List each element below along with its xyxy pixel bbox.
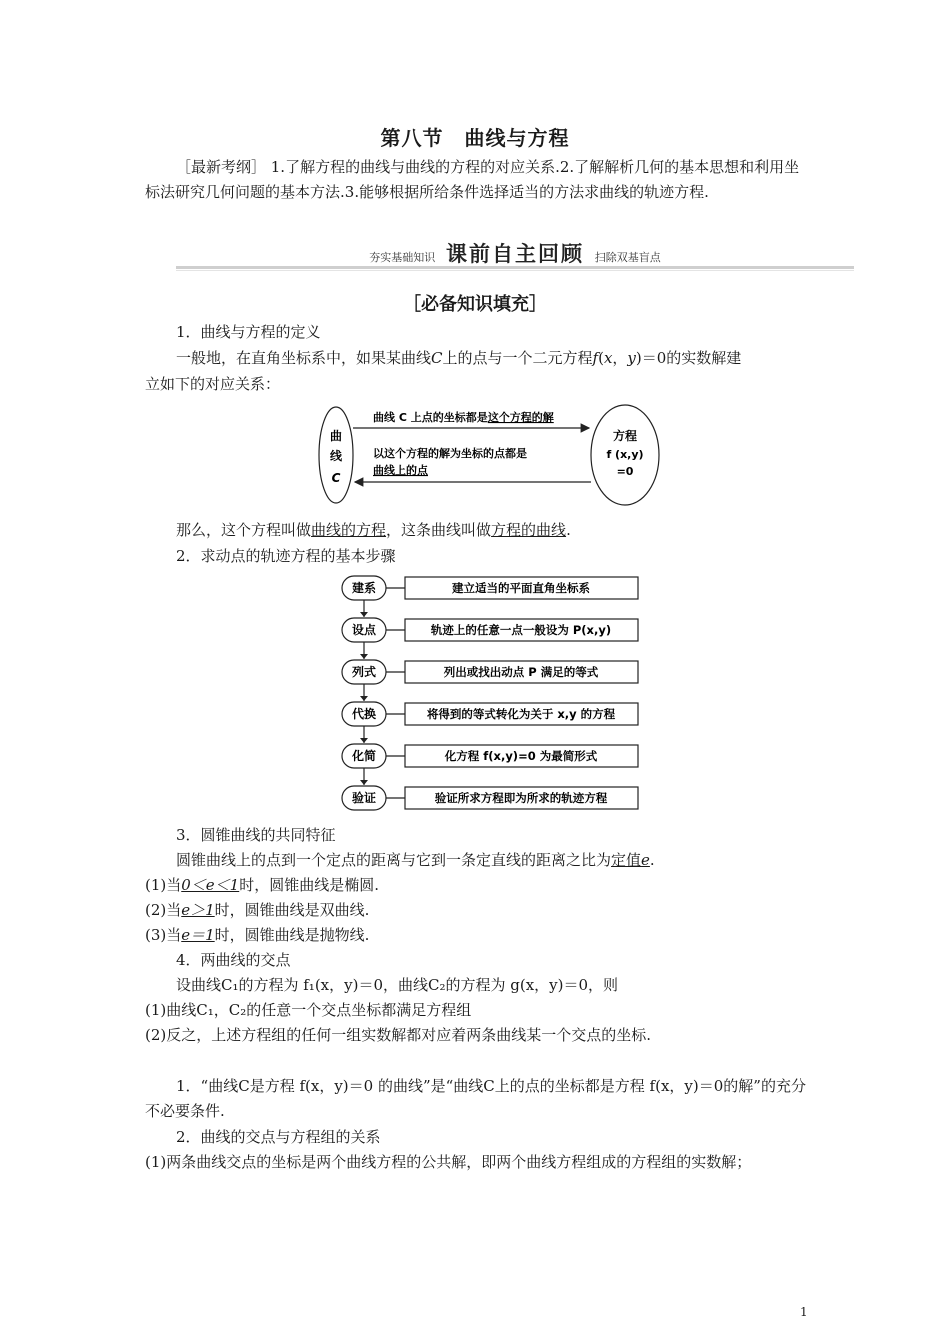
- step-desc: 轨迹上的任意一点一般设为 P(x,y): [430, 623, 612, 637]
- step-desc: 验证所求方程即为所求的轨迹方程: [434, 791, 608, 805]
- banner-left-text: 夯实基础知识: [369, 251, 436, 264]
- step-desc: 列出或找出动点 P 满足的等式: [443, 665, 599, 679]
- page-title: 第八节 曲线与方程: [380, 126, 570, 150]
- curve-label-2: 线: [329, 449, 343, 463]
- knowledge-heading: ［必备知识填充］: [403, 294, 547, 315]
- section3-paragraph: 圆锥曲线上的点到一个定点的距离与它到一条定直线的距离之比为定值e.: [176, 851, 655, 869]
- section4-item-1: (1)曲线C₁，C₂的任意一个交点坐标都满足方程组: [145, 1001, 472, 1019]
- curve-label-1: 曲: [329, 429, 343, 443]
- equation-label-1: 方程: [612, 429, 638, 443]
- section-banner: [176, 240, 854, 272]
- flow-step-5: [342, 744, 638, 785]
- step-desc: 将得到的等式转化为关于 x,y 的方程: [426, 707, 616, 721]
- section2-heading: 2．求动点的轨迹方程的基本步骤: [176, 547, 396, 565]
- note-1: 1．“曲线C是方程 f(x，y)＝0 的曲线”是“曲线C上的点的坐标都是方程 f(x，y)＝0的解”的充分不必要条件.: [145, 1077, 806, 1120]
- section1-heading: 1．曲线与方程的定义: [176, 323, 321, 341]
- forward-arrow-text: 曲线 C 上点的坐标都是这个方程的解: [373, 411, 554, 424]
- section3-item-3: (3)当e＝1时，圆锥曲线是抛物线.: [145, 926, 370, 944]
- banner-right-text: 扫除双基盲点: [594, 251, 661, 264]
- flow-step-3: [342, 660, 638, 701]
- section1-conclusion: 那么，这个方程叫做曲线的方程，这条曲线叫做方程的曲线.: [176, 521, 571, 539]
- banner-main-text: 课前自主回顾: [446, 242, 584, 266]
- step-desc: 建立适当的平面直角坐标系: [452, 581, 590, 595]
- section4-heading: 4．两曲线的交点: [176, 951, 291, 969]
- flow-step-1: [342, 576, 638, 617]
- equation-label-2: f (x,y): [606, 448, 644, 461]
- backward-arrow-text-1: 以这个方程的解为坐标的点都是: [373, 447, 527, 460]
- step-name: 列式: [351, 665, 377, 679]
- section4-paragraph: 设曲线C₁的方程为 f₁(x，y)＝0，曲线C₂的方程为 g(x，y)＝0，则: [176, 976, 619, 994]
- step-name: 验证: [351, 791, 377, 805]
- curve-label-3: C: [331, 471, 341, 485]
- step-arrow-head: [360, 654, 368, 659]
- flow-step-4: [342, 702, 638, 743]
- page-number: 1: [800, 1305, 808, 1319]
- step-name: 化简: [351, 749, 377, 763]
- section3-item-2: (2)当e＞1时，圆锥曲线是双曲线.: [145, 901, 370, 919]
- step-arrow-head: [360, 696, 368, 701]
- steps-flowchart: [336, 570, 646, 815]
- section3-item-1: (1)当0＜e＜1时，圆锥曲线是椭圆.: [145, 876, 379, 894]
- note-2-item-1: (1)两条曲线交点的坐标是两个曲线方程的公共解，即两个曲线方程组成的方程组的实数解；: [145, 1153, 752, 1171]
- step-name: 建系: [351, 581, 377, 595]
- step-arrow-head: [360, 780, 368, 785]
- flow-step-2: [342, 618, 638, 659]
- section1-paragraph: 一般地，在直角坐标系中，如果某曲线C上的点与一个二元方程f(x，y)＝0的实数解建: [176, 349, 742, 367]
- note-2-heading: 2．曲线的交点与方程组的关系: [176, 1128, 381, 1146]
- step-name: 设点: [351, 623, 377, 637]
- section3-heading: 3．圆锥曲线的共同特征: [176, 826, 336, 844]
- curve-equation-diagram: [315, 398, 665, 513]
- step-arrow-head: [360, 738, 368, 743]
- equation-label-3: =0: [616, 465, 634, 478]
- section1-paragraph-cont: 立如下的对应关系：: [145, 375, 281, 393]
- section4-item-2: (2)反之，上述方程组的任何一组实数解都对应着两条曲线某一个交点的坐标.: [145, 1026, 652, 1044]
- step-name: 代换: [351, 707, 377, 721]
- flow-step-6: [342, 786, 638, 810]
- syllabus-text: ［最新考纲］ 1.了解方程的曲线与曲线的方程的对应关系.2.了解解析几何的基本思想和利用坐标法研究几何问题的基本方法.3.能够根据所给条件选择适当的方法求曲线的轨迹方程.: [145, 158, 800, 201]
- backward-arrow-text-2: 曲线上的点: [373, 464, 428, 477]
- step-arrow-head: [360, 612, 368, 617]
- step-desc: 化方程 f(x,y)=0 为最简形式: [444, 749, 598, 763]
